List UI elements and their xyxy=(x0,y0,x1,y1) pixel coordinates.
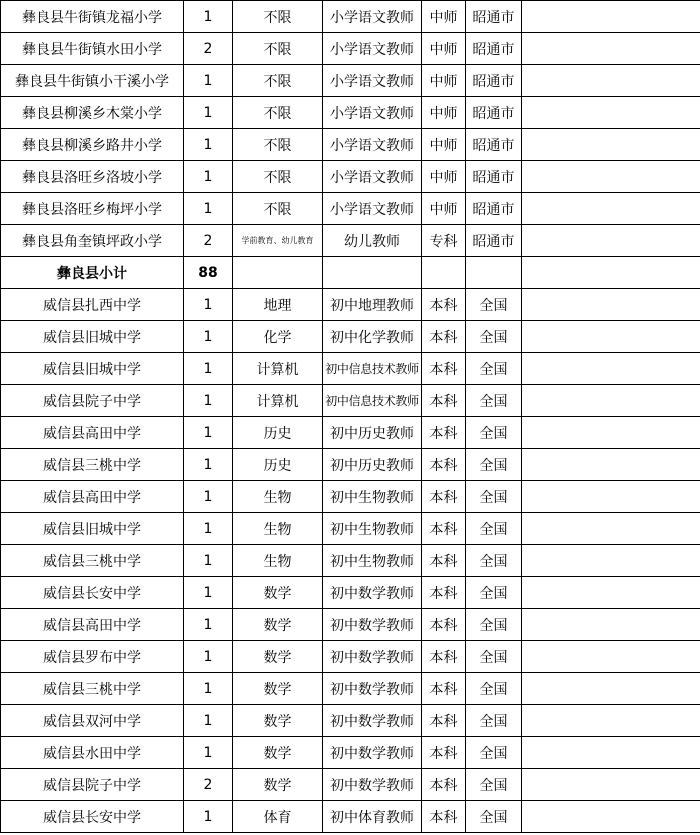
table-row xyxy=(1,193,700,225)
school-cell: 威信县三桃中学 xyxy=(1,673,184,705)
position-cell: 小学语文教师 xyxy=(323,65,422,97)
position-cell: 初中数学教师 xyxy=(323,737,422,769)
school-cell: 威信县高田中学 xyxy=(1,609,184,641)
school-cell: 彝良县角奎镇坪政小学 xyxy=(1,225,184,257)
empty-cell xyxy=(522,737,700,769)
count-cell: 1 xyxy=(184,65,233,97)
major-cell: 数学 xyxy=(233,673,323,705)
empty-cell xyxy=(522,769,700,801)
count-cell: 1 xyxy=(184,513,233,545)
school-cell: 威信县旧城中学 xyxy=(1,513,184,545)
major-cell: 不限 xyxy=(233,193,323,225)
education-cell: 本科 xyxy=(422,577,466,609)
count-cell: 1 xyxy=(184,97,233,129)
major-cell: 生物 xyxy=(233,481,323,513)
education-cell: 本科 xyxy=(422,385,466,417)
empty-cell xyxy=(522,449,700,481)
education-cell: 本科 xyxy=(422,481,466,513)
count-cell: 1 xyxy=(184,737,233,769)
empty-cell xyxy=(522,545,700,577)
empty-cell xyxy=(522,257,700,289)
empty-cell xyxy=(522,129,700,161)
position-cell: 初中信息技术教师 xyxy=(323,385,422,417)
table-row xyxy=(1,641,700,673)
education-cell: 本科 xyxy=(422,769,466,801)
education-cell: 中师 xyxy=(422,129,466,161)
table-row xyxy=(1,129,700,161)
scope-cell: 全国 xyxy=(466,513,522,545)
scope-cell: 全国 xyxy=(466,673,522,705)
major-cell: 计算机 xyxy=(233,353,323,385)
scope-cell: 全国 xyxy=(466,769,522,801)
table-row xyxy=(1,321,700,353)
empty-cell xyxy=(522,65,700,97)
scope-cell: 昭通市 xyxy=(466,33,522,65)
table-row xyxy=(1,609,700,641)
education-cell: 本科 xyxy=(422,737,466,769)
position-cell: 初中地理教师 xyxy=(323,289,422,321)
school-cell: 威信县院子中学 xyxy=(1,385,184,417)
table-row xyxy=(1,737,700,769)
education-cell: 中师 xyxy=(422,97,466,129)
table-row xyxy=(1,577,700,609)
scope-cell: 昭通市 xyxy=(466,1,522,33)
count-cell: 1 xyxy=(184,481,233,513)
position-cell: 初中数学教师 xyxy=(323,609,422,641)
major-cell: 不限 xyxy=(233,33,323,65)
position-cell: 小学语文教师 xyxy=(323,129,422,161)
major-cell: 化学 xyxy=(233,321,323,353)
education-cell: 本科 xyxy=(422,641,466,673)
school-cell: 彝良县牛街镇水田小学 xyxy=(1,33,184,65)
major-cell: 数学 xyxy=(233,737,323,769)
table-row xyxy=(1,513,700,545)
position-cell: 初中生物教师 xyxy=(323,545,422,577)
empty-cell xyxy=(522,385,700,417)
major-cell: 计算机 xyxy=(233,385,323,417)
education-cell: 中师 xyxy=(422,161,466,193)
scope-cell: 全国 xyxy=(466,321,522,353)
scope-cell: 全国 xyxy=(466,545,522,577)
major-cell: 数学 xyxy=(233,769,323,801)
scope-cell: 全国 xyxy=(466,801,522,833)
table-row xyxy=(1,801,700,833)
position-cell: 初中历史教师 xyxy=(323,417,422,449)
scope-cell: 全国 xyxy=(466,385,522,417)
major-cell: 不限 xyxy=(233,65,323,97)
major-cell: 学前教育、幼儿教育 xyxy=(233,225,323,257)
position-cell: 初中数学教师 xyxy=(323,641,422,673)
table-row xyxy=(1,33,700,65)
education-cell: 中师 xyxy=(422,1,466,33)
school-cell: 威信县双河中学 xyxy=(1,705,184,737)
education-cell: 中师 xyxy=(422,65,466,97)
empty-cell xyxy=(522,577,700,609)
school-cell: 威信县扎西中学 xyxy=(1,289,184,321)
count-cell: 1 xyxy=(184,417,233,449)
empty-cell xyxy=(522,609,700,641)
table-row xyxy=(1,481,700,513)
scope-cell xyxy=(466,257,522,289)
major-cell: 历史 xyxy=(233,449,323,481)
major-cell xyxy=(233,257,323,289)
count-cell: 1 xyxy=(184,801,233,833)
school-cell: 彝良县洛旺乡梅坪小学 xyxy=(1,193,184,225)
subtotal-row xyxy=(1,257,700,289)
count-cell: 1 xyxy=(184,705,233,737)
position-cell: 小学语文教师 xyxy=(323,161,422,193)
major-cell: 生物 xyxy=(233,513,323,545)
scope-cell: 全国 xyxy=(466,481,522,513)
major-cell: 不限 xyxy=(233,1,323,33)
count-cell: 2 xyxy=(184,33,233,65)
education-cell: 本科 xyxy=(422,609,466,641)
empty-cell xyxy=(522,705,700,737)
scope-cell: 昭通市 xyxy=(466,193,522,225)
table-row xyxy=(1,705,700,737)
position-cell: 初中体育教师 xyxy=(323,801,422,833)
count-cell: 1 xyxy=(184,289,233,321)
major-cell: 不限 xyxy=(233,129,323,161)
empty-cell xyxy=(522,513,700,545)
count-cell: 2 xyxy=(184,769,233,801)
scope-cell: 全国 xyxy=(466,737,522,769)
position-cell: 小学语文教师 xyxy=(323,33,422,65)
education-cell xyxy=(422,257,466,289)
education-cell: 本科 xyxy=(422,673,466,705)
position-cell: 小学语文教师 xyxy=(323,97,422,129)
major-cell: 地理 xyxy=(233,289,323,321)
scope-cell: 全国 xyxy=(466,417,522,449)
position-cell: 初中历史教师 xyxy=(323,449,422,481)
position-cell: 初中数学教师 xyxy=(323,577,422,609)
count-cell: 1 xyxy=(184,609,233,641)
school-cell: 威信县罗布中学 xyxy=(1,641,184,673)
scope-cell: 昭通市 xyxy=(466,65,522,97)
table-row xyxy=(1,289,700,321)
empty-cell xyxy=(522,193,700,225)
empty-cell xyxy=(522,673,700,705)
empty-cell xyxy=(522,321,700,353)
count-cell: 1 xyxy=(184,673,233,705)
table-row xyxy=(1,161,700,193)
scope-cell: 昭通市 xyxy=(466,225,522,257)
scope-cell: 全国 xyxy=(466,641,522,673)
major-cell: 数学 xyxy=(233,609,323,641)
education-cell: 本科 xyxy=(422,513,466,545)
table-row xyxy=(1,673,700,705)
empty-cell xyxy=(522,225,700,257)
count-cell: 88 xyxy=(184,257,233,289)
education-cell: 本科 xyxy=(422,449,466,481)
count-cell: 1 xyxy=(184,641,233,673)
education-cell: 本科 xyxy=(422,545,466,577)
major-cell: 不限 xyxy=(233,161,323,193)
count-cell: 1 xyxy=(184,545,233,577)
empty-cell xyxy=(522,353,700,385)
school-cell: 威信县长安中学 xyxy=(1,577,184,609)
major-cell: 数学 xyxy=(233,641,323,673)
education-cell: 中师 xyxy=(422,193,466,225)
count-cell: 1 xyxy=(184,577,233,609)
school-cell: 彝良县洛旺乡洛坡小学 xyxy=(1,161,184,193)
empty-cell xyxy=(522,289,700,321)
count-cell: 1 xyxy=(184,129,233,161)
scope-cell: 昭通市 xyxy=(466,97,522,129)
count-cell: 2 xyxy=(184,225,233,257)
count-cell: 1 xyxy=(184,449,233,481)
major-cell: 历史 xyxy=(233,417,323,449)
table-row xyxy=(1,449,700,481)
count-cell: 1 xyxy=(184,385,233,417)
count-cell: 1 xyxy=(184,161,233,193)
count-cell: 1 xyxy=(184,321,233,353)
education-cell: 本科 xyxy=(422,417,466,449)
table-row xyxy=(1,1,700,33)
position-cell: 初中生物教师 xyxy=(323,513,422,545)
position-cell: 初中信息技术教师 xyxy=(323,353,422,385)
major-cell: 数学 xyxy=(233,705,323,737)
empty-cell xyxy=(522,161,700,193)
position-cell: 初中生物教师 xyxy=(323,481,422,513)
school-cell: 威信县三桃中学 xyxy=(1,449,184,481)
major-cell: 体育 xyxy=(233,801,323,833)
scope-cell: 全国 xyxy=(466,705,522,737)
major-cell: 不限 xyxy=(233,97,323,129)
education-cell: 本科 xyxy=(422,801,466,833)
school-cell: 威信县长安中学 xyxy=(1,801,184,833)
position-cell: 小学语文教师 xyxy=(323,193,422,225)
count-cell: 1 xyxy=(184,353,233,385)
table-row xyxy=(1,417,700,449)
school-cell: 威信县高田中学 xyxy=(1,417,184,449)
school-cell: 威信县旧城中学 xyxy=(1,353,184,385)
school-cell: 彝良县柳溪乡路井小学 xyxy=(1,129,184,161)
school-cell: 彝良县柳溪乡木棠小学 xyxy=(1,97,184,129)
count-cell: 1 xyxy=(184,1,233,33)
school-cell: 威信县水田中学 xyxy=(1,737,184,769)
position-cell xyxy=(323,257,422,289)
scope-cell: 全国 xyxy=(466,289,522,321)
school-cell: 威信县高田中学 xyxy=(1,481,184,513)
table-row xyxy=(1,385,700,417)
scope-cell: 昭通市 xyxy=(466,161,522,193)
empty-cell xyxy=(522,481,700,513)
table-row xyxy=(1,65,700,97)
school-cell: 威信县三桃中学 xyxy=(1,545,184,577)
position-cell: 初中数学教师 xyxy=(323,673,422,705)
table-row xyxy=(1,769,700,801)
major-cell: 数学 xyxy=(233,577,323,609)
scope-cell: 全国 xyxy=(466,449,522,481)
scope-cell: 全国 xyxy=(466,577,522,609)
position-cell: 初中化学教师 xyxy=(323,321,422,353)
school-cell: 威信县院子中学 xyxy=(1,769,184,801)
empty-cell xyxy=(522,97,700,129)
scope-cell: 全国 xyxy=(466,353,522,385)
scope-cell: 全国 xyxy=(466,609,522,641)
empty-cell xyxy=(522,801,700,833)
education-cell: 本科 xyxy=(422,321,466,353)
table-row xyxy=(1,97,700,129)
education-cell: 本科 xyxy=(422,289,466,321)
empty-cell xyxy=(522,1,700,33)
education-cell: 中师 xyxy=(422,33,466,65)
school-cell: 威信县旧城中学 xyxy=(1,321,184,353)
education-cell: 本科 xyxy=(422,353,466,385)
position-cell: 小学语文教师 xyxy=(323,1,422,33)
empty-cell xyxy=(522,33,700,65)
education-cell: 专科 xyxy=(422,225,466,257)
position-cell: 初中数学教师 xyxy=(323,769,422,801)
school-cell: 彝良县牛街镇小干溪小学 xyxy=(1,65,184,97)
scope-cell: 昭通市 xyxy=(466,129,522,161)
table-body xyxy=(1,1,700,833)
education-cell: 本科 xyxy=(422,705,466,737)
school-cell: 彝良县小计 xyxy=(1,257,184,289)
position-cell: 幼儿教师 xyxy=(323,225,422,257)
count-cell: 1 xyxy=(184,193,233,225)
position-cell: 初中数学教师 xyxy=(323,705,422,737)
empty-cell xyxy=(522,641,700,673)
major-cell: 生物 xyxy=(233,545,323,577)
empty-cell xyxy=(522,417,700,449)
table-row xyxy=(1,353,700,385)
table-row xyxy=(1,545,700,577)
school-cell: 彝良县牛街镇龙福小学 xyxy=(1,1,184,33)
table-row xyxy=(1,225,700,257)
